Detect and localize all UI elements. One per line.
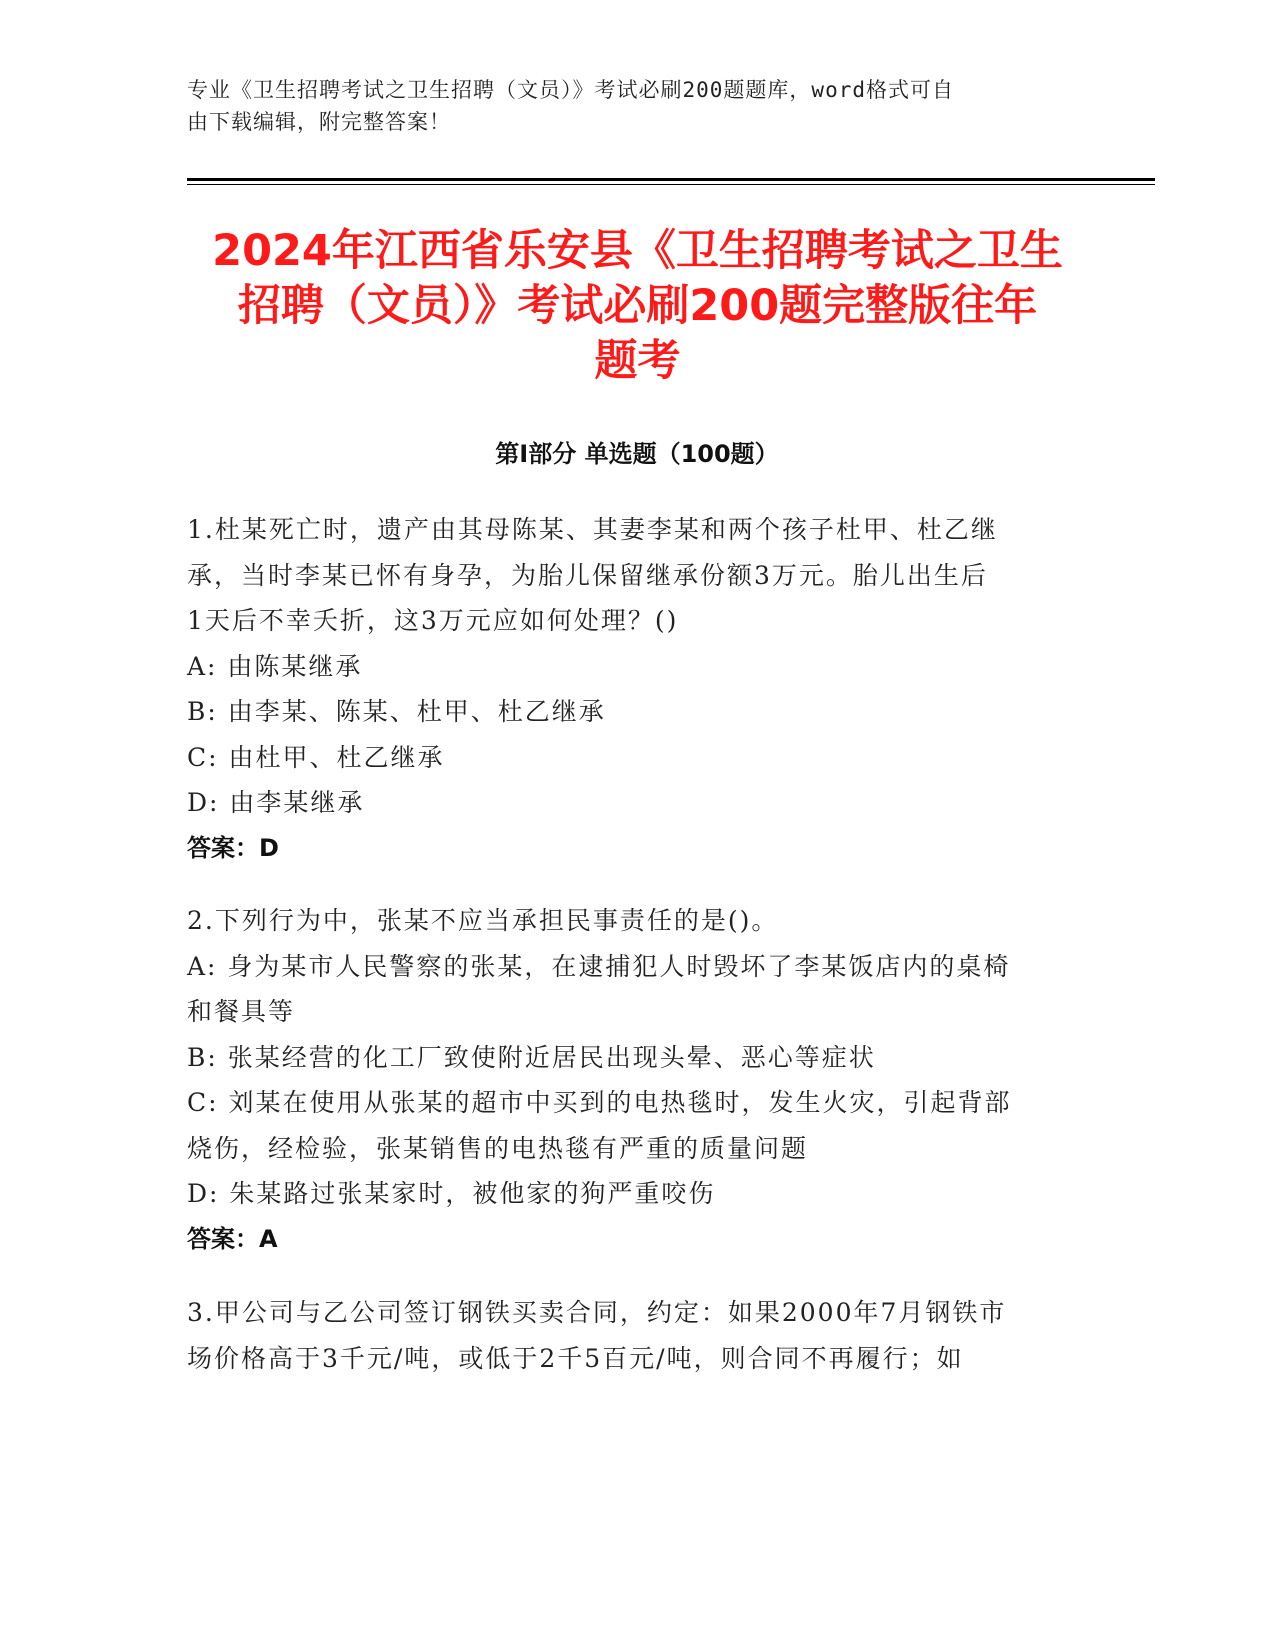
header-note-line: 由下载编辑，附完整答案！: [187, 110, 451, 134]
option-b: B: 由李某、陈某、杜甲、杜乙继承: [187, 697, 606, 726]
title-line: 2024年江西省乐安县《卫生招聘考试之卫生: [212, 226, 1063, 276]
option-a-continued: 和餐具等: [187, 997, 296, 1026]
question-text-line: 1.杜某死亡时，遗产由其母陈某、其妻李某和两个孩子杜甲、杜乙继: [187, 515, 998, 544]
question-1: [187, 507, 1067, 871]
option-c: C: 刘某在使用从张某的超市中买到的电热毯时，发生火灾，引起背部: [187, 1088, 1012, 1117]
option-a: A: 身为某市人民警察的张某，在逮捕犯人时毁坏了李某饭店内的桌椅: [187, 951, 1011, 981]
option-c-continued: 烧伤，经检验，张某销售的电热毯有严重的质量问题: [187, 1133, 809, 1163]
question-3: [187, 1290, 1067, 1381]
option-a: A: 由陈某继承: [187, 651, 363, 681]
option-d: D: 朱某路过张某家时，被他家的狗严重咬伤: [187, 1179, 716, 1208]
title-line: 招聘（文员）》考试必刷200题完整版往年: [237, 281, 1038, 331]
question-text-line: 承，当时李某已怀有身孕，为胎儿保留继承份额3万元。胎儿出生后: [187, 560, 988, 590]
question-text-line: 3.甲公司与乙公司签订钢铁买卖合同，约定：如果2000年7月钢铁市: [187, 1298, 1007, 1327]
option-d: D: 由李某继承: [187, 788, 365, 817]
header-divider-thick: [187, 178, 1155, 181]
document-title: [170, 224, 1105, 389]
question-text-line: 2.下列行为中，张某不应当承担民事责任的是()。: [187, 906, 779, 935]
question-text-line: 场价格高于3千元/吨，或低于2千5百元/吨，则合同不再履行；如: [187, 1343, 964, 1373]
header-divider-thin: [187, 184, 1155, 185]
section-heading: 第I部分 单选题（100题）: [495, 440, 779, 468]
answer: 答案：D: [187, 833, 279, 862]
question-text-line: 1天后不幸夭折，这3万元应如何处理？(): [187, 606, 679, 635]
title-line: 题考: [594, 336, 681, 386]
answer: 答案：A: [187, 1224, 278, 1253]
option-b: B: 张某经营的化工厂致使附近居民出现头晕、恶心等症状: [187, 1042, 876, 1072]
option-c: C: 由杜甲、杜乙继承: [187, 742, 445, 772]
header-note: [187, 74, 1067, 138]
header-note-line: 专业《卫生招聘考试之卫生招聘（文员）》考试必刷200题题库，word格式可自: [187, 78, 954, 102]
question-2: [187, 898, 1067, 1262]
